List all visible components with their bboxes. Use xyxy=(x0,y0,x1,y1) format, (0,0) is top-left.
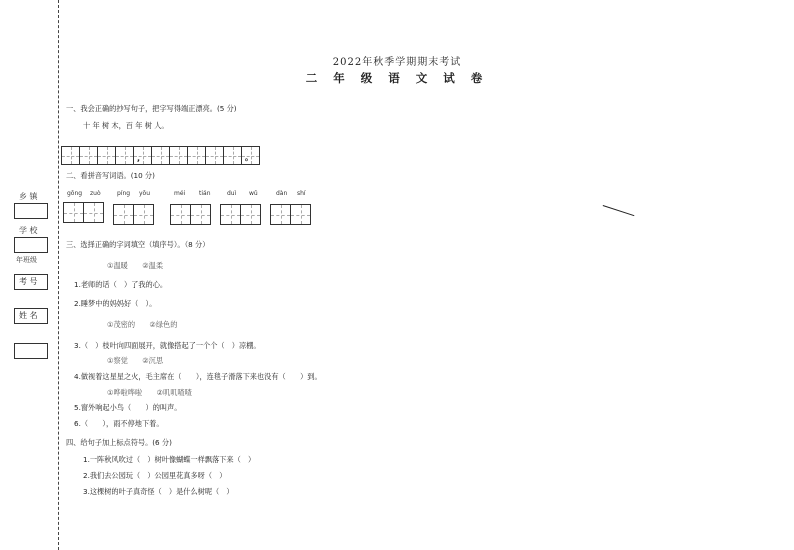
pinyin-5b: shí xyxy=(297,190,306,197)
pinyin-2b: yōu xyxy=(139,190,151,197)
section3-options-1: ①温暖 ②温柔 xyxy=(107,261,164,270)
section4-q3: 3.这棵树的叶子真奇怪（ ）是什么树呢（ ） xyxy=(83,487,234,496)
sidebar-label-name: 姓 名 xyxy=(19,311,38,320)
sidebar-label-class: 年班级 xyxy=(16,256,37,264)
writing-cell[interactable] xyxy=(151,146,170,165)
writing-cell[interactable] xyxy=(290,204,311,225)
writing-cell[interactable] xyxy=(190,204,211,225)
section1-heading: 一、我会正确的抄写句子，把字写得端正漂亮。(5 分) xyxy=(66,104,237,113)
writing-cell[interactable] xyxy=(83,202,104,223)
writing-cell[interactable] xyxy=(205,146,224,165)
section3-q3: 3.（ ）枝叶向四面展开，就像搭起了一个个（ ）凉棚。 xyxy=(74,341,261,350)
writing-cell[interactable] xyxy=(115,146,134,165)
pinyin-box-2[interactable] xyxy=(114,204,154,225)
comma-mark: , xyxy=(137,154,141,163)
writing-cell[interactable] xyxy=(79,146,98,165)
pinyin-1a: gōng xyxy=(67,190,83,197)
writing-cell[interactable] xyxy=(220,204,241,225)
writing-cell[interactable] xyxy=(223,146,242,165)
section3-options-2: ①茂密的 ②绿色的 xyxy=(107,320,178,329)
writing-cell[interactable] xyxy=(97,146,116,165)
exam-subtitle: 二 年 级 语 文 试 卷 xyxy=(305,71,489,85)
pinyin-box-5[interactable] xyxy=(271,204,311,225)
sidebar-label-exam-number: 考 号 xyxy=(19,277,38,286)
name-field[interactable] xyxy=(14,343,48,359)
section3-q1: 1.老师的话（ ）了我的心。 xyxy=(74,280,168,289)
section4-heading: 四、给句子加上标点符号。(6 分) xyxy=(66,438,172,447)
period-mark: 。 xyxy=(245,153,253,162)
section3-q2: 2.睡梦中的妈妈好（ ）。 xyxy=(74,299,157,308)
writing-cell[interactable] xyxy=(169,146,188,165)
section3-q5: 5.窗外响起小鸟（ ）的叫声。 xyxy=(74,403,182,412)
writing-cell[interactable] xyxy=(270,204,291,225)
pinyin-box-1[interactable] xyxy=(64,202,104,223)
school-field[interactable] xyxy=(14,237,48,253)
sidebar-label-school: 学 校 xyxy=(19,226,38,235)
exam-title: 2022年秋季学期期末考试 xyxy=(332,57,462,68)
writing-cell[interactable] xyxy=(113,204,134,225)
writing-cell[interactable] xyxy=(240,204,261,225)
stray-pen-mark xyxy=(603,205,635,216)
writing-cell[interactable] xyxy=(133,204,154,225)
pinyin-box-4[interactable] xyxy=(221,204,261,225)
sidebar-label-township: 乡 镇 xyxy=(19,192,38,201)
writing-cell[interactable] xyxy=(63,202,84,223)
pinyin-5a: dàn xyxy=(276,190,288,197)
section3-options-3: ①察觉 ②沉思 xyxy=(107,356,164,365)
section3-heading: 三、选择正确的字词填空（填序号）。（8 分） xyxy=(66,240,210,249)
pinyin-4b: wǔ xyxy=(249,190,258,197)
section4-q1: 1.一阵秋风吹过（ ）树叶像蝴蝶一样飘落下来（ ） xyxy=(83,455,256,464)
writing-cell[interactable] xyxy=(187,146,206,165)
pinyin-4a: duì xyxy=(227,190,237,197)
exam-number-field[interactable] xyxy=(14,274,48,290)
pinyin-box-3[interactable] xyxy=(171,204,211,225)
section1-sentence: 十 年 树 木，百 年 树 人。 xyxy=(83,121,169,130)
section3-q4: 4.做视着这星星之火，毛主席在（ ），连毯子滑落下来也没有（ ）到。 xyxy=(74,372,322,381)
writing-cell[interactable] xyxy=(241,146,260,165)
pinyin-2a: píng xyxy=(117,190,131,197)
section3-options-4: ①哗啦哗啦 ②叽叽喳喳 xyxy=(107,388,192,397)
pinyin-3a: méi xyxy=(174,190,186,197)
section2-heading: 二、看拼音写词语。(10 分) xyxy=(66,171,155,180)
section1-writing-grid[interactable] xyxy=(62,146,260,165)
writing-cell[interactable] xyxy=(170,204,191,225)
section3-q6: 6.（ ），雨不停地下着。 xyxy=(74,419,164,428)
pinyin-1b: zuò xyxy=(90,190,101,197)
name-label-box xyxy=(14,308,48,324)
section4-q2: 2.我们去公园玩（ ）公园里花真多呀（ ） xyxy=(83,471,227,480)
pinyin-3b: tián xyxy=(199,190,211,197)
township-field[interactable] xyxy=(14,203,48,219)
writing-cell[interactable] xyxy=(133,146,152,165)
writing-cell[interactable] xyxy=(61,146,80,165)
